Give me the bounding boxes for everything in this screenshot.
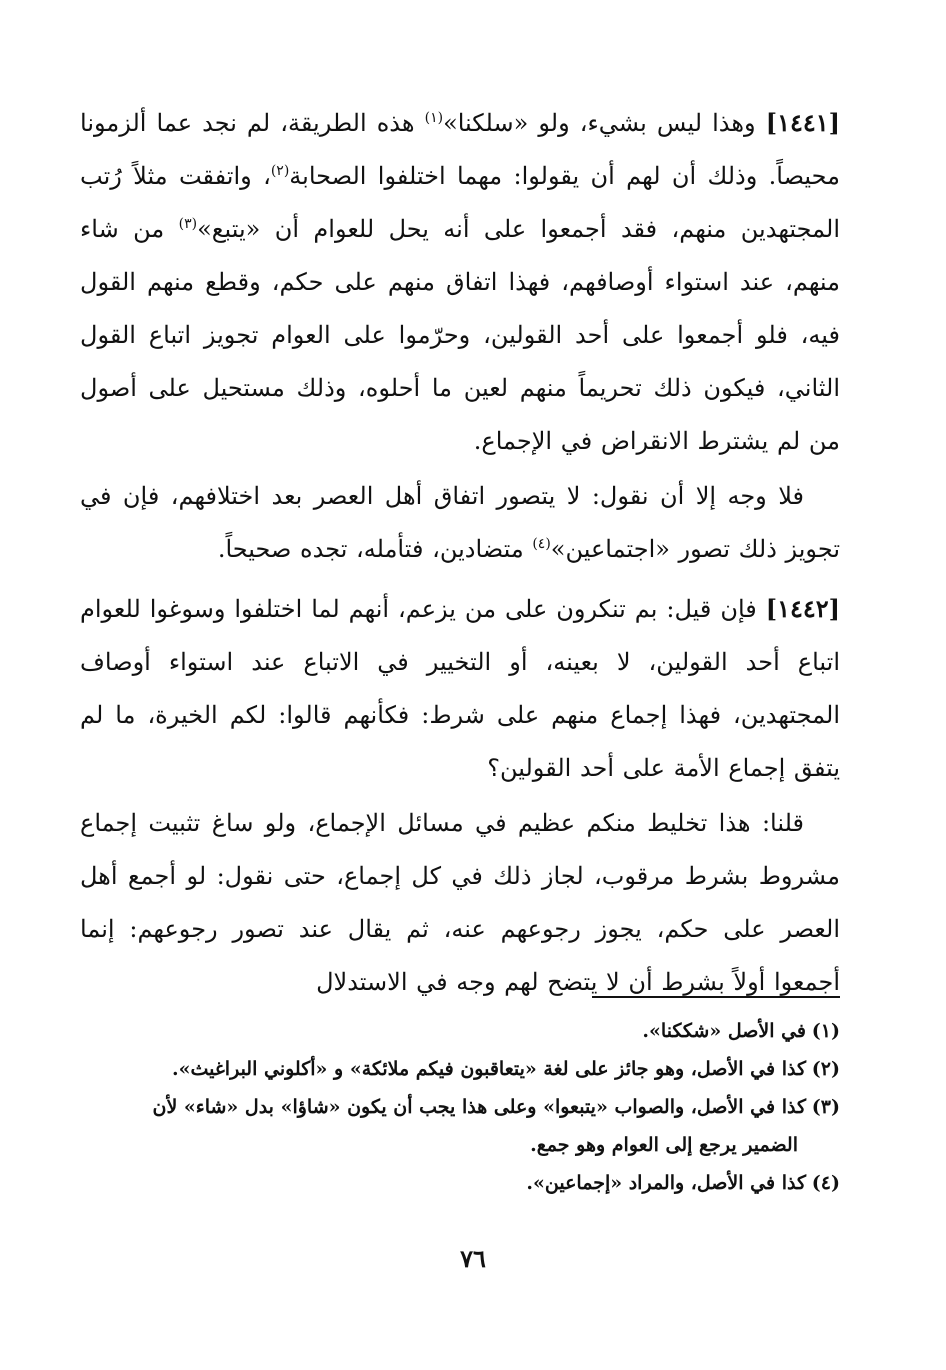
paragraph-text: قلنا: هذا تخليط منكم عظيم في مسائل الإجماع، ولو ساغ تثبيت إجماع مشروط بشرط مرقوب، لجاز ذلك في كل إجماع، حتى نقول: لو أجمع أهل العصر على حكم، يجوز رجوعهم عنه، ثم يقال عند تصور رجوعهم: إنما أجمعوا أولاً بشرط أن لا يتضح لهم وجه في الاستدلال	[80, 809, 840, 996]
footnote-ref-1: (١)	[424, 110, 444, 126]
paragraph-text: من شاء منهم، عند استواء أوصافهم، فهذا اتفاق منهم على حكم، وقطع منهم القول فيه، فلو أجمعوا على أحد القولين، وحرّموا على العوام تجويز اتباع القول الثاني، فيكون ذلك تحريماً منهم لعين ما أحلوه، وذلك مستحيل على أصول من لم يشترط الانقراض في الإجماع.	[80, 215, 840, 455]
footnotes	[80, 1012, 840, 1202]
footnote-3-continuation	[80, 1126, 840, 1164]
footnote-ref-3: (٣)	[178, 216, 198, 232]
main-text	[80, 96, 840, 1011]
footnote-text: الضمير يرجع إلى العوام وهو جمع.	[530, 1134, 798, 1156]
paragraph-text: وهذا ليس بشيء، ولو «سلكنا»	[443, 109, 756, 137]
section-number: [١٤٤١]	[765, 108, 840, 137]
paragraph-text: ، واتفقت مثلاً رُتب المجتهدين منهم، فقد أجمعوا على أنه يحل للعوام أن «يتبع»	[80, 162, 840, 243]
footnote-text: في الأصل «شككنا».	[642, 1020, 806, 1042]
paragraph-text: فلا وجه إلا أن نقول: لا يتصور اتفاق أهل العصر بعد اختلافهم، فإن في تجويز ذلك تصور «اجتماعين»	[80, 482, 840, 563]
section-number: [١٤٤٢]	[765, 594, 840, 623]
paragraph-4	[80, 797, 840, 1009]
footnote-text: كذا في الأصل، وهو جائز على لغة «يتعاقبون فيكم ملائكة» و «أكلوني البراغيث».	[171, 1058, 806, 1080]
footnote-text: كذا في الأصل، والمراد «إجماعين».	[526, 1172, 806, 1194]
paragraph-text: متضادين، فتأمله، تجده صحيحاً.	[217, 535, 533, 563]
footnote-1	[80, 1012, 840, 1050]
paragraph-1441	[80, 96, 840, 468]
footnote-text: كذا في الأصل، والصواب «يتبعوا» وعلى هذا يجب أن يكون «شاؤا» بدل «شاء» لأن	[152, 1096, 806, 1118]
footnote-3	[80, 1088, 840, 1126]
footnote-ref-2: (٢)	[270, 163, 290, 179]
footnote-number: (١)	[811, 1020, 840, 1042]
footnote-number: (٢)	[811, 1058, 840, 1080]
footnote-number: (٤)	[811, 1172, 840, 1194]
page-number: ٧٦	[460, 1244, 486, 1273]
footnote-ref-4: (٤)	[532, 536, 551, 552]
paragraph-text: هذه الطريقة، لم نجد عما ألزمونا محيصاً. وذلك أن لهم أن يقولوا: مهما اختلفوا الصحابة	[80, 109, 840, 190]
footnote-4	[80, 1164, 840, 1202]
paragraph-2	[80, 470, 840, 576]
footnote-2	[80, 1050, 840, 1088]
paragraph-1442	[80, 582, 840, 795]
paragraph-text: فإن قيل: بم تنكرون على من يزعم، أنهم لما اختلفوا وسوغوا للعوام اتباع أحد القولين، لا بعينه، أو التخيير في الاتباع عند استواء أوصاف المجتهدين، فهذا إجماع منهم على شرط: فكأنهم قالوا: لكم الخيرة، ما لم يتفق إجماع الأمة على أحد القولين؟	[80, 595, 840, 782]
footnote-separator	[592, 996, 840, 998]
footnote-number: (٣)	[811, 1096, 840, 1118]
